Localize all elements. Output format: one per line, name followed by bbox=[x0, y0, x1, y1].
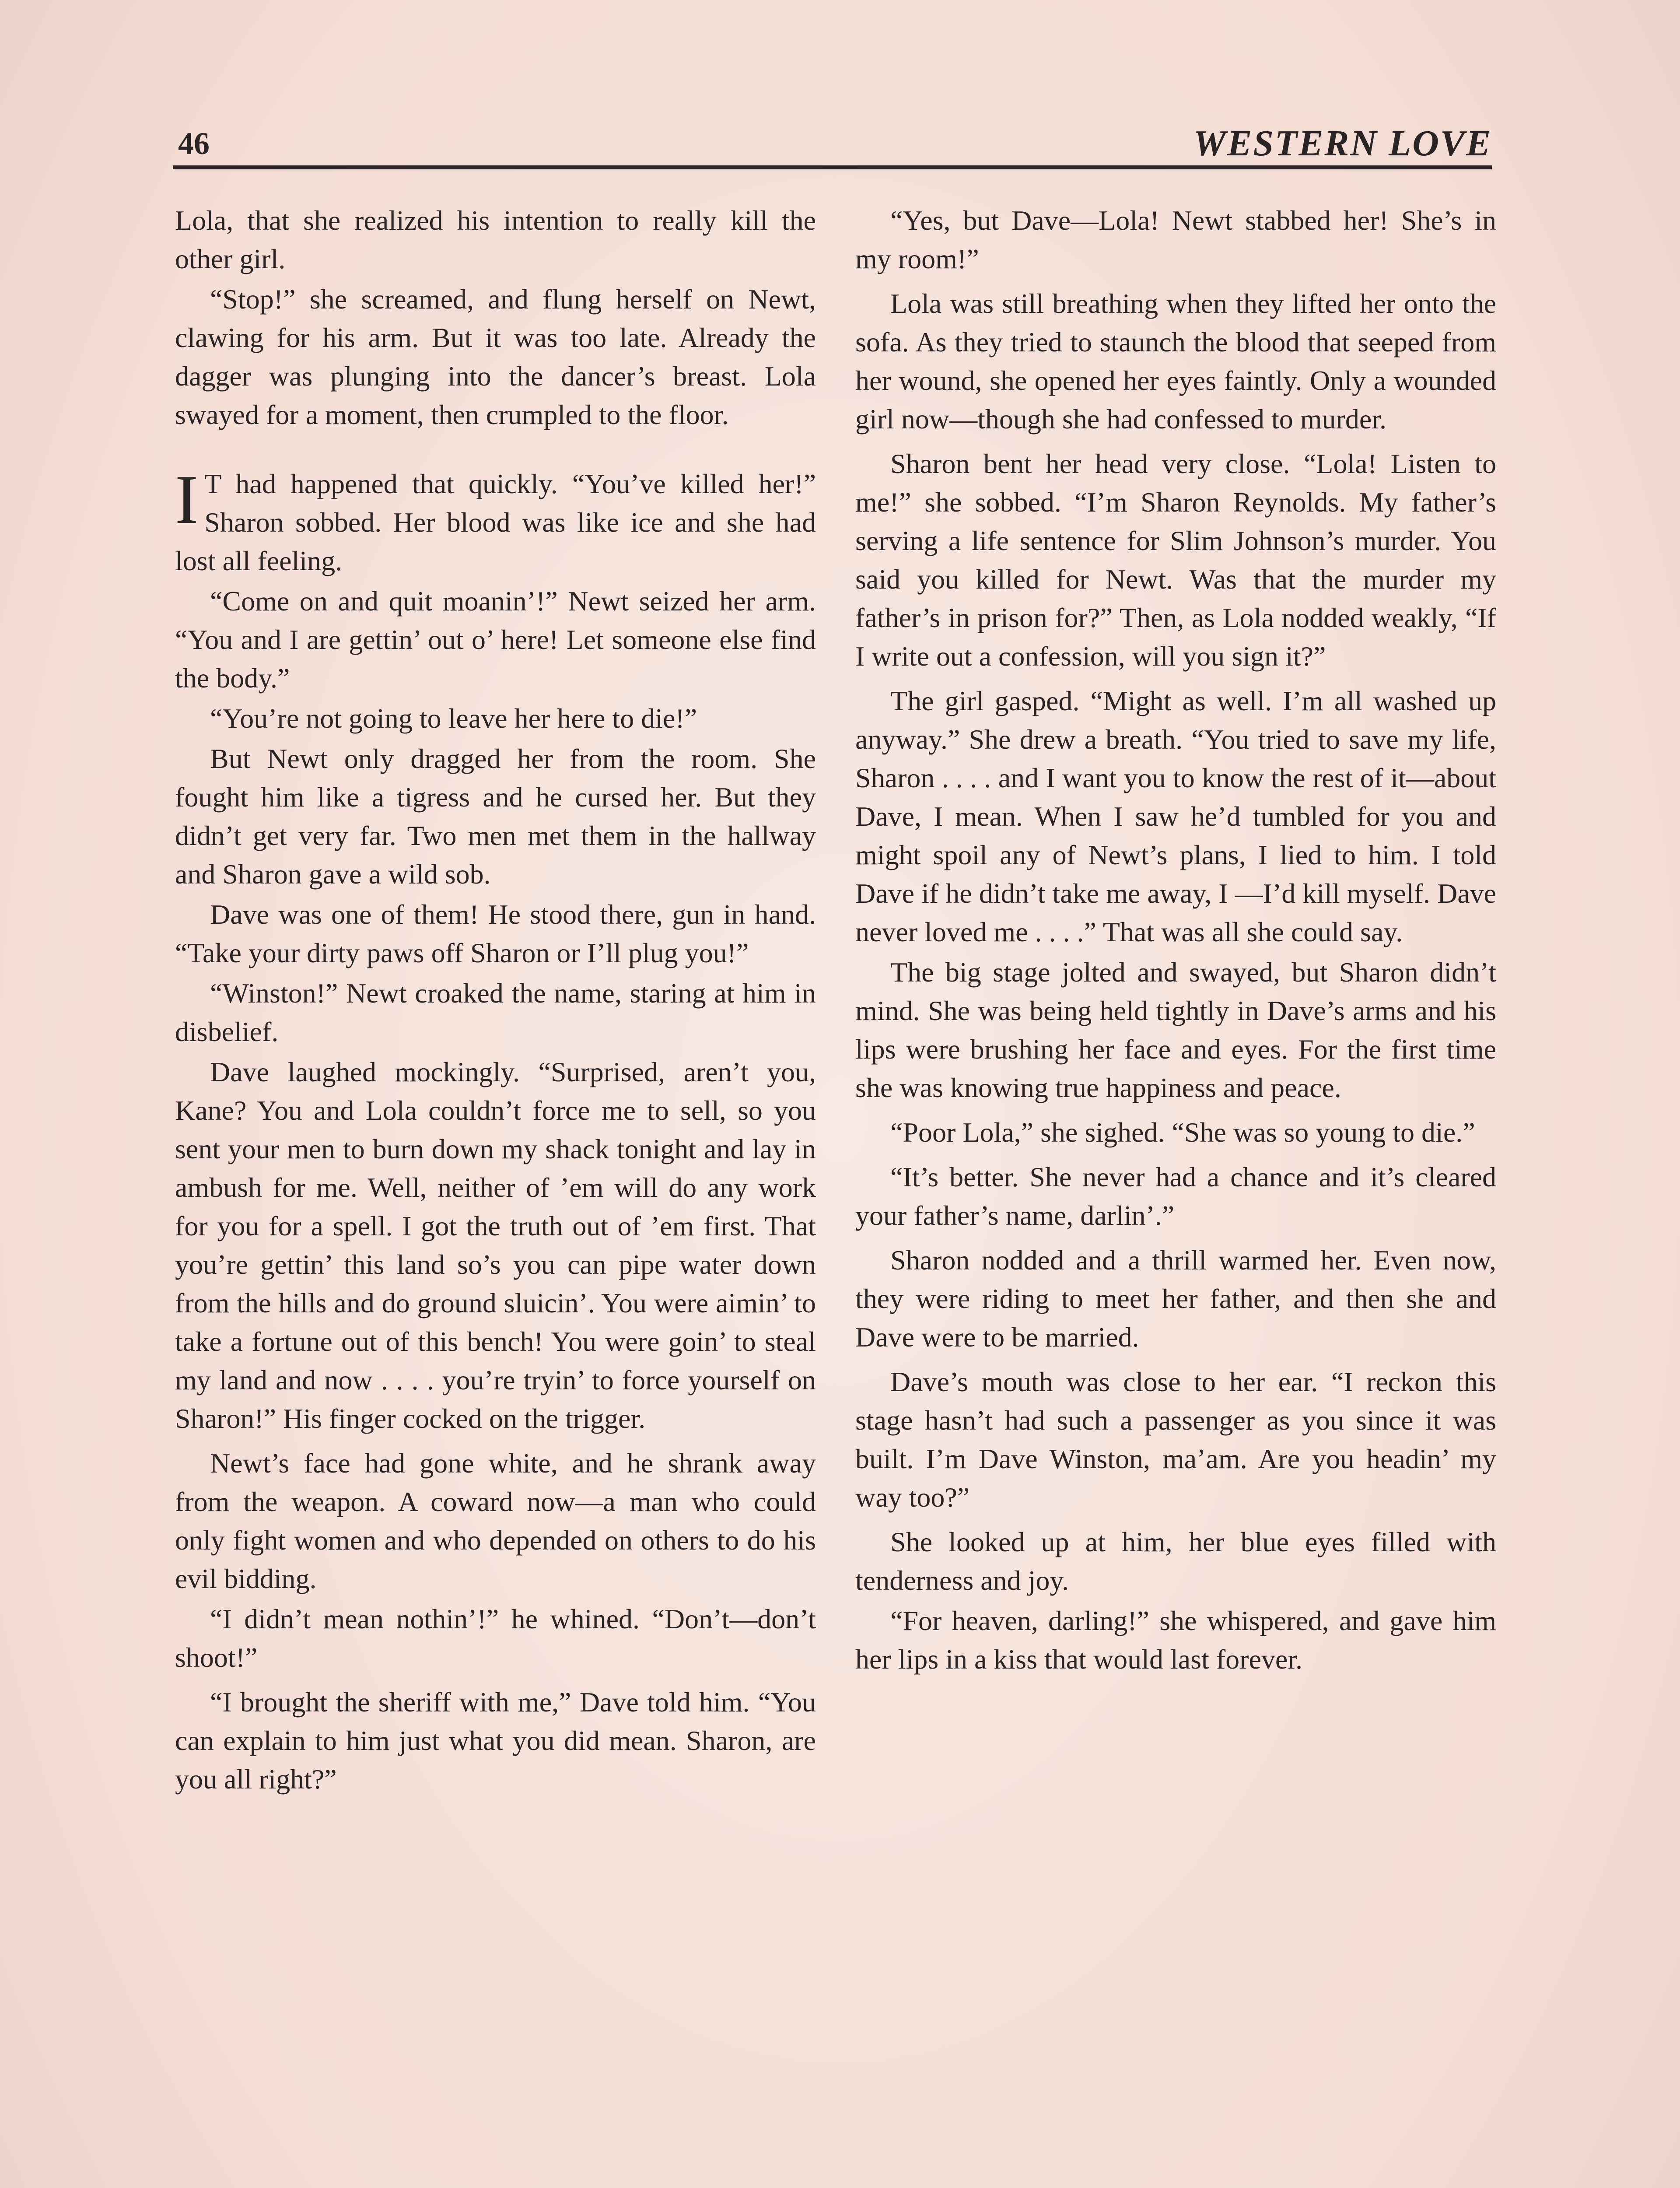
magazine-title: WESTERN LOVE bbox=[1193, 123, 1492, 164]
page-number: 46 bbox=[178, 126, 210, 161]
story-paragraph: But Newt only dragged her from the room. She fought him like a tigress and he cursed her. But they didn’t get very far. Two men met them in the hallway and Sharon gave a wild sob. bbox=[175, 743, 816, 890]
story-paragraph: “Come on and quit moanin’!” Newt seized her arm. “You and I are gettin’ out o’ here! Let someone else find the body.” bbox=[175, 586, 816, 694]
story-paragraph: The big stage jolted and swayed, but Sharon didn’t mind. She was being held tightly in Dave’s arms and his lips were brushing her face and eyes. For the first time she was knowing true happiness and peace. bbox=[855, 957, 1496, 1103]
story-paragraph: “For heaven, darling!” she whispered, and gave him her lips in a kiss that would last forever. bbox=[855, 1605, 1496, 1675]
story-paragraph: Lola, that she realized his intention to really kill the other girl. bbox=[175, 205, 816, 274]
story-paragraph: Dave laughed mockingly. “Surprised, aren’t you, Kane? You and Lola couldn’t force me to sell, so you sent your men to burn down my shack tonight and lay in ambush for me. Well, neither of ’em will do any work for you for a spell. I got the truth out of ’em first. That you’re gettin’ this land so’s you can pipe water down from the hills and do ground sluicin’. You were aimin’ to take a fortune out of this bench! You were goin’ to steal my land and now . . . . you’re tryin’ to force yourself on Sharon!” His finger cocked on the trigger. bbox=[175, 1056, 816, 1434]
story-paragraph: “I didn’t mean nothin’!” he whined. “Don’t—don’t shoot!” bbox=[175, 1603, 816, 1673]
story-paragraph: Dave was one of them! He stood there, gun in hand. “Take your dirty paws off Sharon or I’ll plug you!” bbox=[175, 899, 816, 968]
story-paragraph: Lola was still breathing when they lifted her onto the sofa. As they tried to staunch the blood that seeped from her wound, she opened her eyes faintly. Only a wounded girl now—though she had confessed to murder. bbox=[855, 288, 1496, 435]
story-paragraph: Newt’s face had gone white, and he shrank away from the weapon. A coward now—a man who could only fight women and who depended on others to do his evil bidding. bbox=[175, 1448, 816, 1594]
story-paragraph: The girl gasped. “Might as well. I’m all washed up anyway.” She drew a breath. “You tried to save my life, Sharon . . . . and I want you to know the rest of it—about Dave, I mean. When I saw he’d tumbled for you and might spoil any of Newt’s plans, I lied to him. I told Dave if he didn’t take me away, I —I’d kill myself. Dave never loved me . . . .” That was all she could say. bbox=[855, 685, 1496, 947]
story-paragraph: “Poor Lola,” she sighed. “She was so young to die.” bbox=[890, 1117, 1475, 1148]
section-opening-paragraph bbox=[175, 460, 816, 580]
story-paragraph: “You’re not going to leave her here to die!” bbox=[210, 703, 697, 734]
section-opening-text: T had happened that quickly. “You’ve killed her!” Sharon sobbed. Her blood was like ice and she had lost all feeling. bbox=[175, 468, 816, 576]
story-paragraph: “Yes, but Dave—Lola! Newt stabbed her! She’s in my room!” bbox=[855, 205, 1496, 274]
story-paragraph: Sharon bent her head very close. “Lola! Listen to me!” she sobbed. “I’m Sharon Reynolds. My father’s serving a life sentence for Slim Johnson’s murder. You said you killed for Newt. Was that the murder my father’s in prison for?” Then, as Lola nodded weakly, “If I write out a confession, will you sign it?” bbox=[855, 448, 1496, 672]
story-paragraph: “It’s better. She never had a chance and it’s cleared your father’s name, darlin’.” bbox=[855, 1161, 1496, 1231]
story-paragraph: She looked up at him, her blue eyes filled with tenderness and joy. bbox=[855, 1526, 1496, 1596]
story-paragraph: “Stop!” she screamed, and flung herself on Newt, clawing for his arm. But it was too late. Already the dagger was plunging into the dancer’s breast. Lola swayed for a moment, then crumpled to the floor. bbox=[175, 284, 816, 430]
story-paragraph: “I brought the sheriff with me,” Dave told him. “You can explain to him just what you did mean. Sharon, are you all right?” bbox=[175, 1687, 816, 1795]
drop-cap: I bbox=[175, 460, 199, 538]
left-column bbox=[175, 201, 816, 1800]
right-column bbox=[855, 201, 1496, 1680]
story-paragraph: Sharon nodded and a thrill warmed her. Even now, they were riding to meet her father, and then she and Dave were to be married. bbox=[855, 1245, 1496, 1353]
story-paragraph: “Winston!” Newt croaked the name, staring at him in disbelief. bbox=[175, 978, 816, 1047]
page-header bbox=[173, 123, 1492, 171]
story-paragraph: Dave’s mouth was close to her ear. “I reckon this stage hasn’t had such a passenger as you since it was built. I’m Dave Winston, ma’am. Are you headin’ my way too?” bbox=[855, 1366, 1496, 1513]
header-rule bbox=[173, 165, 1492, 169]
